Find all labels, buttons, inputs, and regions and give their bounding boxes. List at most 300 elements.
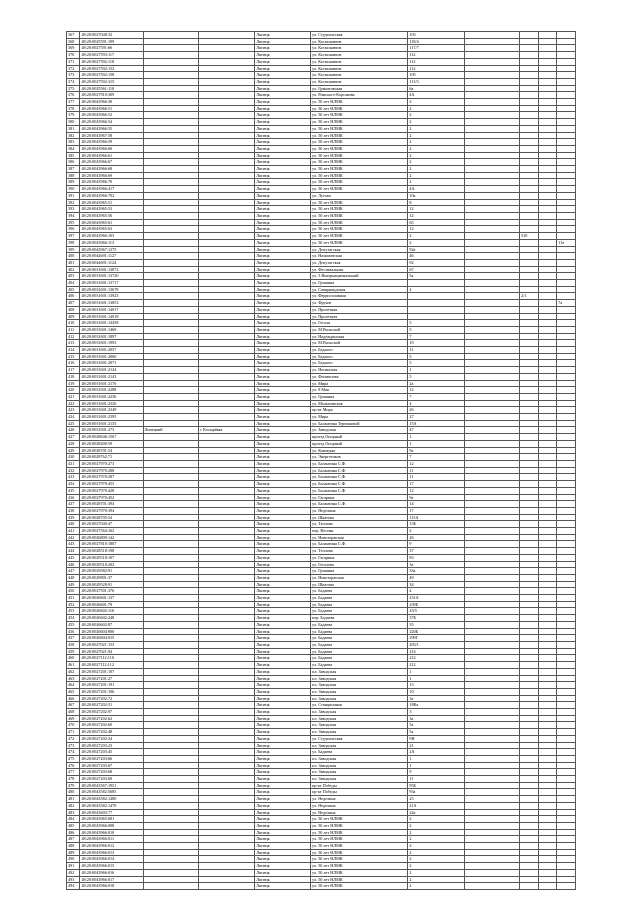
cell-street: ул. Пролетная: [311, 306, 408, 313]
cell-extra: [557, 99, 576, 106]
cell-street: ул. М.Рыльской: [311, 326, 408, 333]
cell-city: Липецк: [255, 293, 311, 300]
cell-building: [465, 635, 520, 642]
cell-house: 3а: [408, 695, 465, 702]
cell-settlement: [199, 769, 255, 776]
cell-building: [465, 869, 520, 876]
cell-street: пл. Заводская: [311, 709, 408, 716]
cell-settlement: [199, 688, 255, 695]
cell-row-number: 427: [67, 434, 80, 441]
cell-cadastral-number: 48:20:0028646:1567: [80, 434, 143, 441]
cell-house: 26: [408, 534, 465, 541]
table-row: [67, 32, 576, 39]
cell-street: ул. Бадаева: [311, 662, 408, 669]
cell-street: ул. Студенческая: [311, 32, 408, 39]
cell-house: 2: [408, 112, 465, 119]
table-row: [67, 440, 576, 447]
cell-extra: [557, 776, 576, 783]
cell-house: 9а: [408, 447, 465, 454]
cell-building: [465, 347, 520, 354]
cell-apartment: [520, 407, 539, 414]
cell-street: ул. Космонавтов: [311, 38, 408, 45]
cell-extra: [557, 373, 576, 380]
table-row: [67, 856, 576, 863]
cell-row-number: 413: [67, 340, 80, 347]
table-row: [67, 219, 576, 226]
table-row: [67, 233, 576, 240]
cell-city: Липецк: [255, 615, 311, 622]
cell-building: [465, 233, 520, 240]
cell-row-number: 398: [67, 239, 80, 246]
cell-extra: [557, 266, 576, 273]
cell-city: Липецк: [255, 32, 311, 39]
cell-district: [143, 521, 199, 528]
cell-city: Липецк: [255, 621, 311, 628]
cell-apartment: [520, 776, 539, 783]
cell-room: [538, 541, 557, 548]
table-row: [67, 38, 576, 45]
table-row: [67, 145, 576, 152]
cell-building: [465, 407, 520, 414]
cell-extra: [557, 212, 576, 219]
cell-extra: [557, 615, 576, 622]
table-row: [67, 212, 576, 219]
cell-house: 3: [408, 709, 465, 716]
cell-row-number: 459: [67, 648, 80, 655]
cell-house: 26: [408, 407, 465, 414]
cell-row-number: 440: [67, 521, 80, 528]
cell-settlement: [199, 528, 255, 535]
cell-cadastral-number: 48:20:0026604:900: [80, 628, 143, 635]
cell-extra: [557, 755, 576, 762]
table-row: [67, 206, 576, 213]
cell-house: 2А: [408, 749, 465, 756]
cell-street: ул. 50 лет НЛМК: [311, 829, 408, 836]
cell-street: ул. Неделина: [311, 802, 408, 809]
cell-building: [465, 816, 520, 823]
cell-row-number: 434: [67, 481, 80, 488]
cell-apartment: [520, 85, 539, 92]
cell-district: [143, 675, 199, 682]
cell-district: [143, 869, 199, 876]
cell-street: ул. 50 лет НЛМК: [311, 836, 408, 843]
cell-apartment: [520, 206, 539, 213]
document-page: [66, 31, 576, 890]
cell-apartment: [520, 521, 539, 528]
cell-city: Липецк: [255, 581, 311, 588]
cell-cadastral-number: 48:20:0031601:13853: [80, 300, 143, 307]
cell-room: [538, 340, 557, 347]
cell-city: Липецк: [255, 695, 311, 702]
cell-city: Липецк: [255, 139, 311, 146]
cell-row-number: 436: [67, 494, 80, 501]
cell-row-number: 482: [67, 802, 80, 809]
cell-row-number: 393: [67, 206, 80, 213]
cell-house: 22а: [408, 809, 465, 816]
cell-cadastral-number: 48:20:0027970:288: [80, 467, 143, 474]
cell-city: Липецк: [255, 233, 311, 240]
cell-district: [143, 414, 199, 421]
cell-apartment: [520, 125, 539, 132]
cell-city: Липецк: [255, 253, 311, 260]
cell-house: 2: [408, 528, 465, 535]
cell-extra: [557, 816, 576, 823]
table-row: [67, 105, 576, 112]
cell-apartment: [520, 829, 539, 836]
cell-settlement: [199, 501, 255, 508]
cell-street: ул. Гоголя: [311, 320, 408, 327]
cell-house: 95Б: [408, 782, 465, 789]
cell-street: ул. 50 лет НЛМК: [311, 139, 408, 146]
cell-district: [143, 172, 199, 179]
cell-room: [538, 588, 557, 595]
cell-extra: [557, 695, 576, 702]
cell-house: [408, 313, 465, 320]
cell-house: 7: [408, 393, 465, 400]
cell-district: [143, 782, 199, 789]
cell-district: [143, 38, 199, 45]
cell-house: 2: [408, 869, 465, 876]
cell-room: [538, 722, 557, 729]
cell-row-number: 457: [67, 635, 80, 642]
cell-street: ул. Бадаева: [311, 621, 408, 628]
cell-apartment: [520, 347, 539, 354]
cell-apartment: [520, 219, 539, 226]
cell-building: [465, 159, 520, 166]
table-row: [67, 353, 576, 360]
cell-row-number: 408: [67, 306, 80, 313]
cell-cadastral-number: 48:20:0026602:116: [80, 608, 143, 615]
cell-row-number: 478: [67, 776, 80, 783]
cell-room: [538, 621, 557, 628]
table-row: [67, 172, 576, 179]
cell-row-number: 386: [67, 159, 80, 166]
cell-row-number: 470: [67, 722, 80, 729]
cell-room: [538, 802, 557, 809]
cell-building: [465, 662, 520, 669]
cell-room: [538, 648, 557, 655]
cell-building: [465, 427, 520, 434]
cell-cadastral-number: 48:20:0027564:162: [80, 528, 143, 535]
cell-room: [538, 487, 557, 494]
cell-house: 2: [408, 822, 465, 829]
cell-cadastral-number: 48:20:0031601:2288: [80, 387, 143, 394]
cell-extra: [557, 829, 576, 836]
cell-street: ул. 50 лет НЛМК: [311, 822, 408, 829]
cell-room: [538, 528, 557, 535]
cell-row-number: 372: [67, 65, 80, 72]
cell-row-number: 405: [67, 286, 80, 293]
cell-apartment: [520, 92, 539, 99]
cell-apartment: [520, 514, 539, 521]
cell-apartment: [520, 601, 539, 608]
cell-row-number: 387: [67, 166, 80, 173]
cell-building: [465, 313, 520, 320]
cell-apartment: [520, 32, 539, 39]
cell-city: Липецк: [255, 92, 311, 99]
cell-cadastral-number: 48:20:0043966:61: [80, 152, 143, 159]
cell-row-number: 406: [67, 293, 80, 300]
cell-district: [143, 400, 199, 407]
cell-row-number: 374: [67, 78, 80, 85]
table-row: [67, 595, 576, 602]
cell-settlement: [199, 829, 255, 836]
cell-city: Липецк: [255, 541, 311, 548]
cell-row-number: 423: [67, 407, 80, 414]
table-row: [67, 280, 576, 287]
cell-building: [465, 387, 520, 394]
cell-row-number: 414: [67, 347, 80, 354]
table-row: [67, 192, 576, 199]
cell-building: [465, 588, 520, 595]
cell-cadastral-number: 48:20:0031601:14018: [80, 313, 143, 320]
cell-extra: [557, 447, 576, 454]
cell-apartment: [520, 635, 539, 642]
cell-city: Липецк: [255, 273, 311, 280]
cell-row-number: 433: [67, 474, 80, 481]
cell-room: [538, 186, 557, 193]
cell-room: [538, 132, 557, 139]
cell-apartment: [520, 849, 539, 856]
table-row: [67, 802, 576, 809]
cell-building: [465, 373, 520, 380]
cell-city: Липецк: [255, 447, 311, 454]
table-row: [67, 534, 576, 541]
cell-cadastral-number: 48:20:0028705:54: [80, 514, 143, 521]
table-row: [67, 715, 576, 722]
table-row: [67, 407, 576, 414]
cell-building: [465, 306, 520, 313]
cell-settlement: [199, 635, 255, 642]
cell-street: пл. Заводская: [311, 695, 408, 702]
cell-settlement: [199, 655, 255, 662]
cell-city: Липецк: [255, 869, 311, 876]
cell-street: ул. 50 лет НЛМК: [311, 145, 408, 152]
cell-building: [465, 206, 520, 213]
cell-city: Липецк: [255, 440, 311, 447]
cell-settlement: [199, 226, 255, 233]
cell-cadastral-number: 48:20:0031601:2143: [80, 373, 143, 380]
cell-room: [538, 501, 557, 508]
cell-building: [465, 863, 520, 870]
cell-district: [143, 166, 199, 173]
table-row: [67, 648, 576, 655]
cell-city: Липецк: [255, 863, 311, 870]
cell-district: [143, 715, 199, 722]
cell-city: Липецк: [255, 434, 311, 441]
cell-house: 2: [408, 843, 465, 850]
cell-house: 118/4: [408, 38, 465, 45]
table-row: [67, 259, 576, 266]
cell-house: 214: [408, 648, 465, 655]
cell-house: 5: [408, 326, 465, 333]
cell-city: Липецк: [255, 749, 311, 756]
table-row: [67, 467, 576, 474]
cell-row-number: 395: [67, 219, 80, 226]
cell-city: Липецк: [255, 333, 311, 340]
cell-cadastral-number: 48:20:0043582:5685: [80, 789, 143, 796]
cell-cadastral-number: 48:20:0031601:2176: [80, 380, 143, 387]
cell-street: ул. 50 лет НЛМК: [311, 219, 408, 226]
cell-house: [408, 293, 465, 300]
table-row: [67, 347, 576, 354]
cell-apartment: [520, 722, 539, 729]
cell-cadastral-number: 48:20:0028701:394: [80, 501, 143, 508]
cell-district: [143, 568, 199, 575]
cell-row-number: 448: [67, 574, 80, 581]
cell-city: Липецк: [255, 112, 311, 119]
cell-apartment: [520, 239, 539, 246]
cell-city: Липецк: [255, 588, 311, 595]
cell-room: [538, 347, 557, 354]
cell-room: [538, 273, 557, 280]
table-row: [67, 85, 576, 92]
cell-settlement: [199, 32, 255, 39]
table-body: [67, 32, 576, 890]
cell-cadastral-number: 48:20:0027021:153: [80, 641, 143, 648]
cell-room: [538, 849, 557, 856]
cell-apartment: [520, 608, 539, 615]
cell-row-number: 480: [67, 789, 80, 796]
cell-row-number: 418: [67, 373, 80, 380]
cell-street: ул. 50 лет НЛМК: [311, 843, 408, 850]
cell-street: ул. 50 лет НЛМК: [311, 876, 408, 883]
cell-settlement: [199, 246, 255, 253]
cell-settlement: [199, 192, 255, 199]
cell-house: 5: [408, 353, 465, 360]
table-row: [67, 226, 576, 233]
cell-house: 92а: [408, 246, 465, 253]
cell-settlement: [199, 99, 255, 106]
cell-apartment: [520, 65, 539, 72]
cell-extra: [557, 735, 576, 742]
table-row: [67, 621, 576, 628]
cell-extra: [557, 675, 576, 682]
cell-room: [538, 822, 557, 829]
cell-building: [465, 447, 520, 454]
cell-city: Липецк: [255, 528, 311, 535]
cell-extra: [557, 32, 576, 39]
cell-district: [143, 58, 199, 65]
cell-row-number: 475: [67, 755, 80, 762]
cell-street: ул. 50 лет НЛМК: [311, 816, 408, 823]
cell-street: ул. Депутатская: [311, 259, 408, 266]
cell-cadastral-number: 48:20:0031601:13872: [80, 266, 143, 273]
cell-city: Липецк: [255, 52, 311, 59]
cell-street: пр-кт Мира: [311, 407, 408, 414]
cell-street: ул. Космонавтов: [311, 52, 408, 59]
cell-city: Липецк: [255, 266, 311, 273]
cell-extra: [557, 514, 576, 521]
cell-extra: [557, 326, 576, 333]
cell-district: [143, 507, 199, 514]
cell-district: [143, 702, 199, 709]
cell-house: 37: [408, 548, 465, 555]
table-row: [67, 883, 576, 890]
cell-cadastral-number: 48:20:0026601:79: [80, 601, 143, 608]
cell-city: Липецк: [255, 742, 311, 749]
cell-row-number: 456: [67, 628, 80, 635]
cell-building: [465, 454, 520, 461]
cell-extra: [557, 709, 576, 716]
cell-building: [465, 695, 520, 702]
cell-settlement: [199, 320, 255, 327]
cell-apartment: [520, 139, 539, 146]
cell-settlement: [199, 407, 255, 414]
table-row: [67, 561, 576, 568]
cell-building: [465, 286, 520, 293]
cell-house: 2: [408, 145, 465, 152]
table-row: [67, 581, 576, 588]
cell-district: [143, 253, 199, 260]
cell-city: Липецк: [255, 119, 311, 126]
table-row: [67, 420, 576, 427]
cell-settlement: [199, 876, 255, 883]
cell-city: Липецк: [255, 574, 311, 581]
cell-row-number: 379: [67, 112, 80, 119]
cell-street: ул. 50 лет НЛМК: [311, 239, 408, 246]
cell-city: Липецк: [255, 762, 311, 769]
cell-district: [143, 99, 199, 106]
table-row: [67, 367, 576, 374]
cell-extra: [557, 749, 576, 756]
cell-house: 2: [408, 159, 465, 166]
cell-city: Липецк: [255, 58, 311, 65]
cell-settlement: [199, 735, 255, 742]
cell-apartment: [520, 166, 539, 173]
cell-district: [143, 856, 199, 863]
cell-apartment: [520, 648, 539, 655]
cell-apartment: [520, 729, 539, 736]
cell-district: [143, 85, 199, 92]
cell-street: ул. 50 лет НЛМК: [311, 863, 408, 870]
cell-city: Липецк: [255, 822, 311, 829]
cell-house: 2: [408, 166, 465, 173]
cell-apartment: [520, 380, 539, 387]
cell-apartment: [520, 595, 539, 602]
cell-settlement: [199, 648, 255, 655]
cell-building: [465, 293, 520, 300]
cell-apartment: [520, 561, 539, 568]
cell-house: 9а: [408, 494, 465, 501]
cell-row-number: 370: [67, 52, 80, 59]
cell-street: ул. 50 лет НЛМК: [311, 849, 408, 856]
table-row: [67, 742, 576, 749]
cell-settlement: [199, 233, 255, 240]
cell-house: 21: [408, 742, 465, 749]
cell-cadastral-number: 48:20:0027203:66: [80, 755, 143, 762]
cell-building: [465, 822, 520, 829]
cell-street: ул. Теплова: [311, 548, 408, 555]
cell-city: Липецк: [255, 72, 311, 79]
cell-house: 2: [408, 876, 465, 883]
cell-district: [143, 501, 199, 508]
cell-city: Липецк: [255, 843, 311, 850]
cell-building: [465, 45, 520, 52]
cell-room: [538, 883, 557, 890]
cell-extra: [557, 280, 576, 287]
cell-apartment: [520, 119, 539, 126]
cell-settlement: [199, 668, 255, 675]
cell-street: ул. Нахимовская: [311, 253, 408, 260]
cell-street: ул. 50 лет НЛМК: [311, 125, 408, 132]
cell-room: [538, 420, 557, 427]
cell-street: ул. Балантина С.Ф.: [311, 474, 408, 481]
cell-row-number: 484: [67, 816, 80, 823]
cell-apartment: [520, 393, 539, 400]
cell-settlement: [199, 239, 255, 246]
table-row: [67, 387, 576, 394]
